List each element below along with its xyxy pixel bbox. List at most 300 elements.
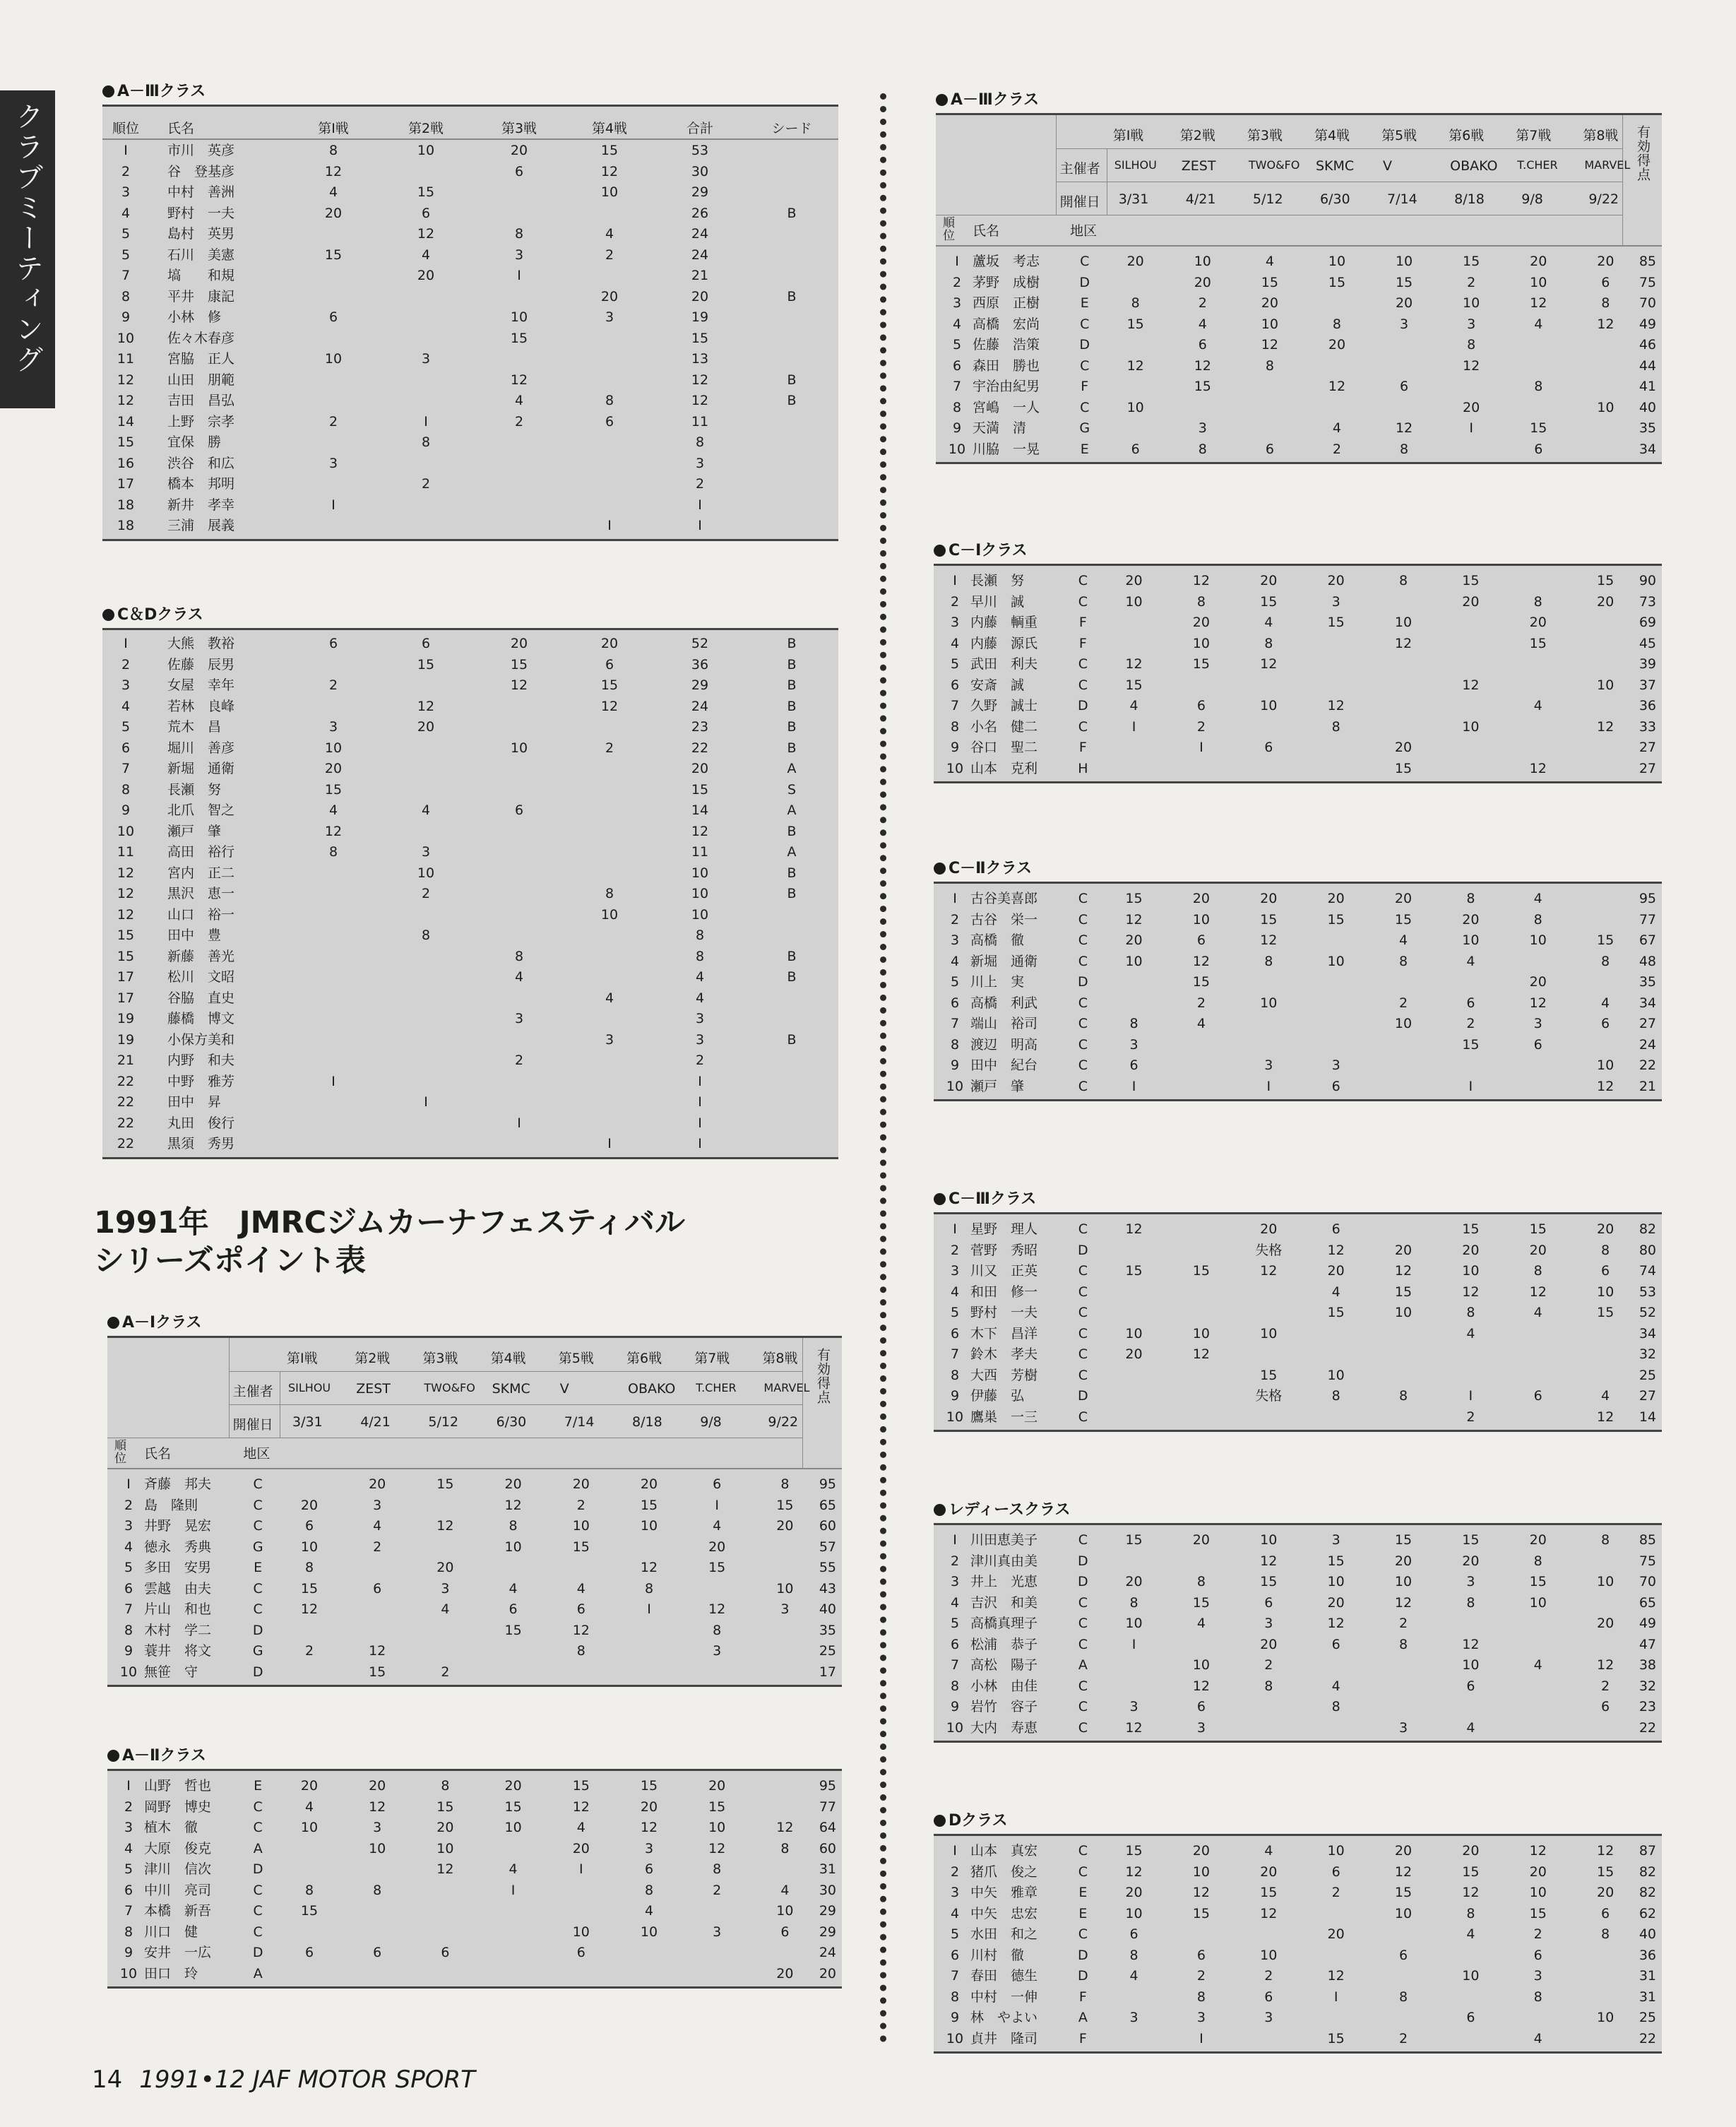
seed-cell: S [787,781,797,798]
round-6-points: 4 [1466,1926,1475,1942]
round-2-points: 8 [421,434,431,450]
round-5-points: 6 [1400,379,1409,394]
table-row [102,411,838,432]
round-6-points: Ⅰ [1468,1078,1473,1094]
round-1-points: 6 [1129,1057,1138,1073]
round-5-points: 8 [1400,441,1409,457]
table-row [107,1661,842,1683]
rank-cell: 5 [124,1560,133,1575]
seed-cell: B [787,1031,797,1048]
page-title-line1: 1991年 JMRCジムカーナフェスティバル [94,1205,685,1240]
valid-points: 27 [1639,1016,1656,1031]
seed-cell: B [787,288,797,304]
rank-cell: 10 [946,1078,964,1094]
round-7-points: 6 [713,1476,722,1492]
total-points: 4 [695,990,705,1006]
rank-cell: 5 [121,226,131,242]
valid-points: 65 [819,1497,836,1513]
rank-cell: 12 [117,906,135,923]
region-cell: C [1078,1864,1088,1880]
table-row [936,417,1662,439]
rank-cell: 5 [124,1861,133,1877]
date-label: 開催日 [1059,194,1100,210]
round-1-points: 10 [300,1820,319,1835]
seed-cell: B [787,948,797,964]
region-cell: C [253,1476,263,1492]
series_c1-table [934,564,1662,783]
name-cell: 古谷美喜郎 [970,891,1038,906]
round-8-points: 12 [1597,1409,1615,1425]
series_c1-heading [934,538,1662,564]
round-4-points: 15 [600,677,619,693]
date-4: 6/30 [1319,191,1350,207]
round-8-points: 10 [1597,1057,1615,1073]
region-cell: F [1078,615,1087,630]
round-6-points: 15 [1463,254,1480,269]
total-points: 2 [695,1053,705,1068]
total-points: 23 [691,719,709,735]
region-cell: C [1078,1678,1088,1694]
round-8-points: 10 [1597,1284,1615,1300]
round-1-points: 10 [1125,1325,1143,1341]
round-2-points: 12 [1192,953,1210,969]
round-1-points: 20 [1125,1574,1143,1589]
region-cell: C [1078,1078,1088,1094]
table-row [102,369,838,391]
name-cell: 小林 由佳 [970,1678,1038,1694]
round-5-points: 15 [1395,274,1413,290]
header-rule [229,1371,802,1372]
rank-cell: 6 [950,1947,960,1963]
name-cell: 津川 信次 [144,1861,212,1877]
round-4-points: 12 [600,163,619,179]
round-7-points: 10 [1529,1594,1547,1611]
round-4-points: 20 [504,1778,522,1794]
round-2-header: 第2戦 [1179,128,1215,143]
round-8-header: 第8戦 [762,1351,798,1366]
name-cell: 谷脇 直史 [167,990,235,1006]
series_c3-heading [934,1187,1662,1212]
region-cell: D [1078,1242,1088,1258]
round-1-points: 6 [328,309,338,325]
series_a2-rows [107,1771,842,1986]
round-7-points: 2 [1533,1926,1542,1942]
region-cell: C [1078,891,1088,906]
round-8-points: 15 [1597,932,1615,948]
valid-points: 33 [1639,718,1656,735]
region-cell: C [1080,357,1090,374]
round-3-points: 15 [436,1799,454,1815]
name-cell: 大西 芳樹 [970,1367,1038,1383]
round-7-points: 12 [708,1840,726,1856]
date-7: 9/8 [1521,191,1543,207]
rank-cell: 3 [950,1574,960,1589]
table-row [934,1076,1662,1097]
total-points: Ⅰ [698,1073,702,1089]
round-4-points: 15 [504,1622,522,1638]
rank-cell: 11 [117,351,135,367]
round-1-points: 15 [1125,1263,1143,1279]
name-cell: 本橋 新吾 [144,1903,212,1919]
round-2-points: 12 [1194,357,1211,374]
table-row [934,570,1662,591]
round-3-points: 2 [514,413,524,429]
round-2-points: 15 [417,184,435,200]
region-cell: C [253,1580,263,1596]
valid-points: 40 [1639,399,1656,415]
organizer-8: MARVEL [1584,158,1631,172]
round-4-points: Ⅰ [511,1882,516,1898]
total-points: 8 [695,948,705,964]
rank-cell: 5 [950,1616,960,1631]
round-6-points: 10 [1462,718,1480,735]
region-cell: D [1078,1553,1088,1569]
round-3-points: 12 [510,677,528,693]
round-8-points: 20 [1597,1221,1615,1237]
rank-cell: 19 [117,1031,135,1048]
name-cell: 渡辺 明高 [970,1036,1038,1053]
round-8-points: 4 [1601,1388,1610,1404]
round-3-points: 12 [436,1861,454,1877]
round-7-points: 20 [1529,1242,1547,1258]
region-cell: C [1078,995,1088,1011]
valid-points: 32 [1639,1346,1656,1362]
rank-cell: 12 [117,393,135,408]
table-row [934,971,1662,993]
table-row [936,376,1662,397]
round-6-points: Ⅰ [1468,1388,1473,1404]
rank-cell: 4 [950,1594,960,1611]
round-3-points: 20 [1260,1864,1278,1880]
total-points: 8 [695,434,705,450]
round-5-points: 3 [1398,1719,1408,1736]
seed-cell: B [787,393,797,408]
seed-cell: A [787,844,797,860]
valid-points: 40 [819,1601,836,1617]
round-3-points: 15 [510,656,528,673]
table-row [107,1796,842,1818]
round-6-points: 4 [1466,1325,1475,1341]
name-cell: 丸田 俊行 [167,1115,235,1131]
total-points: 13 [691,351,709,367]
name-cell: 野村 一夫 [970,1305,1038,1320]
round-3-points: 20 [1261,295,1278,311]
table-row [934,591,1662,612]
name-cell: 中野 雅芳 [167,1073,235,1089]
round-8-points: 20 [1597,1885,1615,1900]
series_lady-title: レディースクラス [949,1501,1071,1519]
round-3-points: 4 [1265,254,1274,269]
organizer-label: 主催者 [232,1384,273,1399]
club-cd-rows [102,633,838,1154]
total-points: 10 [691,906,709,923]
round-8-points: 8 [1601,295,1610,311]
name-cell: 無笹 守 [144,1664,198,1680]
round-6-points: 15 [1462,1221,1480,1237]
header-blank [936,115,1056,215]
round-5-points: 12 [1394,635,1413,651]
name-cell: 貞井 隆司 [970,2030,1038,2046]
rank-cell: 3 [124,1518,133,1534]
round-7-points: 8 [713,1622,722,1638]
round-6-points: 10 [1462,1968,1480,1984]
round-7-points: 20 [708,1539,726,1555]
round-6-points: 20 [1462,1843,1480,1859]
name-cell: 津川真由美 [970,1553,1038,1569]
rank-cell: 4 [124,1840,133,1856]
round-7-points: 4 [1533,1657,1542,1673]
region-cell: D [1078,974,1088,990]
region-cell: C [1078,573,1088,588]
region-cell: C [253,1882,263,1898]
round-1-points: 15 [1126,316,1144,332]
round-2-points: 10 [417,865,435,881]
table-row [934,909,1662,930]
rank-cell: 18 [117,497,135,513]
round-2-points: 12 [417,226,435,242]
round-7-points: 4 [1533,698,1542,713]
round-8-points: 10 [1597,1574,1615,1589]
round-2-points: 20 [1192,1843,1210,1859]
round-5-points: 12 [572,1799,590,1815]
name-cell: 安井 一広 [144,1945,212,1960]
date-1: 3/31 [1118,191,1149,207]
round-8-points: 20 [1597,254,1615,269]
rank-cell: 2 [121,163,131,179]
name-cell: 斉藤 邦夫 [144,1476,212,1492]
valid-points: 60 [819,1518,836,1534]
round-2-points: 8 [421,928,431,943]
name-cell: 中村 一伸 [970,1989,1038,2005]
round-1-points: 10 [1125,1905,1143,1921]
region-cell: C [1078,953,1088,969]
region-cell: C [1080,254,1090,269]
table-row [934,675,1662,696]
rank-cell: Ⅰ [953,1843,957,1859]
round-6-points: 20 [1462,593,1480,610]
organizer-6: OBAKO [628,1381,676,1397]
series_a2-title: A－Ⅱクラス [122,1747,206,1765]
valid-points: 31 [819,1861,836,1877]
round-1-points: 4 [304,1799,314,1815]
table-row [107,1640,842,1661]
round-1-points: 4 [1129,1968,1138,1984]
rank-cell: 5 [121,247,131,263]
round-4-points: 3 [1331,1057,1340,1073]
valid-points: 36 [1639,698,1656,713]
round-3-points: 20 [1260,573,1278,588]
name-cell: 川口 健 [144,1924,198,1940]
round-4-points: 4 [605,990,614,1006]
round-8-points: 4 [780,1882,790,1898]
round-2-points: 2 [1196,1968,1206,1984]
table-row [934,1529,1662,1551]
total-points: 11 [691,413,709,429]
region-cell: C [1078,718,1088,735]
seed-cell: B [787,969,797,985]
valid-points: 57 [819,1539,836,1555]
valid-points: 75 [1639,274,1656,290]
round-7-points: Ⅰ [715,1497,719,1513]
round-2-points: 10 [1192,1864,1210,1880]
bullet-icon [936,94,948,106]
region-cell: C [1078,1636,1088,1652]
name-cell: 中川 亮司 [144,1882,212,1898]
name-cell: 山口 裕一 [167,906,235,923]
name-cell: 新井 孝幸 [167,497,235,513]
round-6-points: 6 [1466,995,1475,1011]
name-cell: 中矢 忠宏 [970,1905,1038,1921]
table-row [107,1515,842,1536]
name-cell: 田中 豊 [167,928,222,943]
name-cell: 谷口 聖二 [970,740,1038,755]
round-7-points: 8 [1533,911,1542,928]
seed-cell: B [787,740,797,756]
rank-cell: 6 [950,1325,960,1341]
region-cell: F [1078,635,1087,651]
round-5-points: 3 [1400,316,1409,332]
round-4-points: 4 [509,1861,518,1877]
round-4-points: 4 [509,1580,518,1596]
table-row [934,1613,1662,1634]
round-2-points: 8 [1196,593,1206,610]
name-cell: 内野 和夫 [167,1053,235,1068]
rank-cell: 4 [950,635,960,651]
series_a2-table [107,1769,842,1989]
round-4-points: 10 [504,1820,522,1835]
name-cell: 北爪 智之 [167,802,235,818]
round-4-points: 3 [1331,1532,1340,1548]
round-8-points: 6 [1601,1905,1610,1921]
name-cell: 井上 光恵 [970,1574,1038,1589]
round-4-points: 4 [605,226,614,242]
round-1-points: 4 [328,802,338,818]
valid-points: 87 [1639,1843,1656,1859]
round-2-points: 8 [1196,1989,1206,2005]
round-7-points: 3 [713,1924,722,1940]
rank-cell: 9 [950,1699,960,1714]
rank-cell: 2 [121,656,131,673]
region-cell: E [1080,295,1089,311]
name-cell: 石川 美憲 [167,247,235,263]
round-3-points: 4 [1264,1843,1273,1859]
round-4-points: Ⅰ [1333,1989,1338,2005]
name-cell: 新藤 善光 [167,948,235,964]
round-5-header: 第5戦 [558,1351,594,1366]
name-cell: 松川 文昭 [167,969,235,985]
round-4-points: 20 [1328,337,1346,352]
round-8-points: 15 [1597,1864,1615,1880]
valid-points: 73 [1639,593,1656,610]
region-cell: C [253,1497,263,1513]
valid-points: 55 [819,1560,836,1575]
round-3-points: 4 [1264,615,1273,630]
rank-cell: 8 [124,1924,133,1940]
table-row [102,800,838,821]
round-4-points: 2 [1331,1885,1340,1900]
round-4-points: 20 [504,1476,522,1492]
round-2-points: 10 [1192,1325,1210,1341]
region-cell: D [1078,1968,1088,1984]
round-3-points: 15 [510,330,528,346]
round-4-points: 20 [600,288,619,304]
round-4-points: 8 [1331,718,1340,735]
series_lady-table [934,1523,1662,1743]
round-6-points: 6 [1466,1678,1475,1694]
round-2-points: Ⅰ [1199,2030,1203,2046]
round-6-points: 6 [644,1861,654,1877]
round-3-points: 12 [1260,1553,1278,1569]
round-6-points: 12 [640,1820,658,1835]
name-cell: 宮脇 正人 [167,351,235,367]
round-2-points: 4 [1196,1616,1206,1631]
total-points: 8 [695,928,705,943]
club-cd-title: C＆Dクラス [117,606,203,624]
round-2-points: 10 [1192,911,1210,928]
name-cell: 大熊 教裕 [167,636,235,651]
total-points: 19 [691,309,709,325]
valid-points: 67 [1639,932,1656,948]
round-2-points: 20 [1192,615,1210,630]
table-row [107,1838,842,1859]
round-4-points: 4 [1331,1678,1340,1694]
name-cell: 大内 寿恵 [970,1719,1038,1736]
round-8-points: 6 [780,1924,790,1940]
table-row [107,1817,842,1838]
round-4-points: 8 [509,1518,518,1534]
club-a3-header-row [102,109,838,140]
table-row [107,1900,842,1921]
round-6-points: 8 [1466,1905,1475,1921]
name-cell: 中矢 雅章 [970,1885,1038,1900]
round-1-points: 3 [1129,1699,1138,1714]
round-2-points: 12 [417,698,435,714]
table-row [107,1620,842,1641]
valid-points: 52 [1639,1305,1656,1320]
round-4-points: 12 [1328,379,1346,394]
rank-cell: 10 [946,1719,964,1736]
round-2-points: 10 [1192,1657,1210,1673]
valid-points: 36 [1639,1947,1656,1963]
table-row [934,1034,1662,1055]
round-1-points: 4 [1129,698,1138,713]
name-cell: 高橋 徹 [970,932,1025,948]
round-3-points: 20 [510,143,528,158]
valid-points: 47 [1639,1636,1656,1652]
round-5-points: 8 [1398,953,1408,969]
rank-cell: 15 [117,434,135,450]
name-cell: 佐藤 辰男 [167,656,235,673]
name-cell: 山野 哲也 [144,1778,212,1794]
rank-cell: 7 [950,698,960,713]
series-d-table-block [934,1808,1662,2054]
round-1-points: 8 [1129,1594,1138,1611]
round-8-header: 第8戦 [1583,128,1619,143]
round-1-points: Ⅰ [1131,718,1136,735]
round-4-points: 20 [1327,1594,1345,1611]
name-cell: 橋本 邦明 [167,476,235,492]
region-cell: F [1078,740,1087,755]
club-a3-heading [102,79,838,105]
round-3-points: 8 [1264,953,1273,969]
table-row [934,1055,1662,1076]
table-row [107,1536,842,1558]
rank-cell: 8 [950,1678,960,1694]
round-3-points: 2 [514,1053,524,1068]
rank-header: 順位 [112,121,139,136]
round-1-points: 15 [324,247,343,263]
date-2: 4/21 [1185,191,1216,207]
